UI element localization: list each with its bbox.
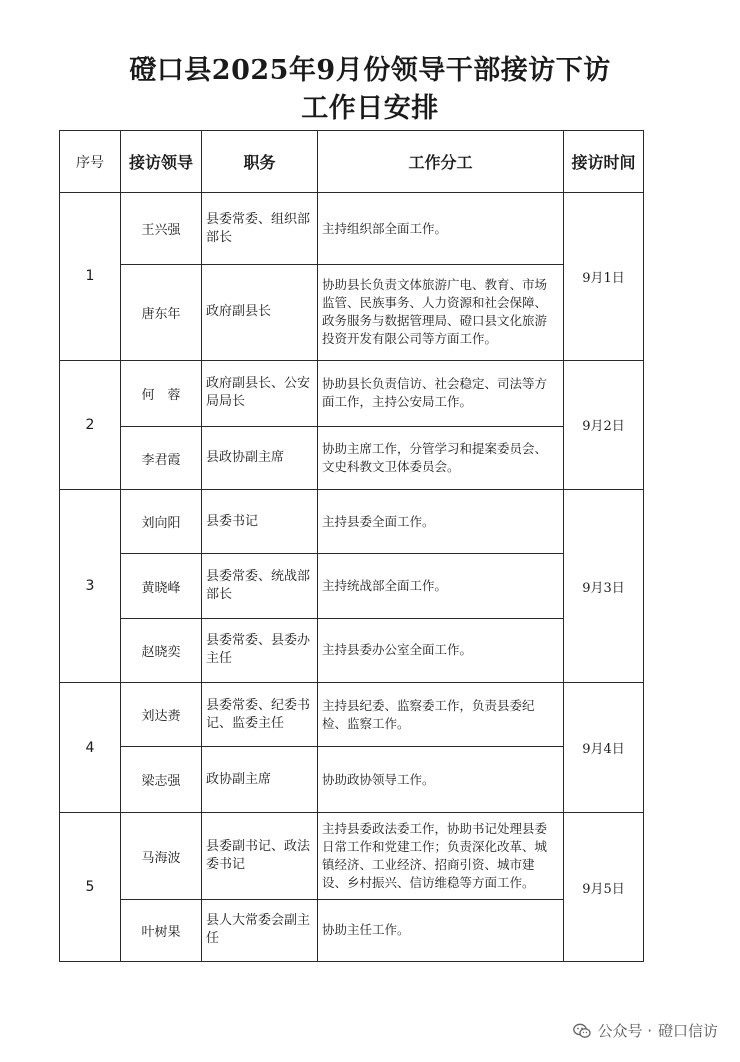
seq-cell: 3 xyxy=(60,490,121,683)
seq-cell: 2 xyxy=(60,360,121,489)
footer-prefix: 公众号 · xyxy=(597,1022,652,1040)
header-leader: 接访领导 xyxy=(121,131,202,193)
leader-name: 叶树果 xyxy=(121,899,202,961)
table-row xyxy=(60,682,644,746)
wechat-account-watermark xyxy=(573,1020,718,1041)
position-cell: 县委常委、组织部部长 xyxy=(202,193,318,265)
position-cell: 政府副县长 xyxy=(202,265,318,360)
header-time: 接访时间 xyxy=(564,131,644,193)
document-title-line2: 工作日安排 xyxy=(301,93,439,124)
duty-cell: 协助主任工作。 xyxy=(318,899,564,961)
table-row xyxy=(60,813,644,899)
schedule-table xyxy=(59,130,644,962)
table-row xyxy=(60,360,644,426)
position-cell: 县委常委、纪委书记、监委主任 xyxy=(202,682,318,746)
leader-name: 刘向阳 xyxy=(121,490,202,554)
table-row xyxy=(60,747,644,813)
leader-name: 何 蓉 xyxy=(121,360,202,426)
leader-name: 李君霞 xyxy=(121,426,202,489)
leader-name: 唐东年 xyxy=(121,265,202,360)
header-position: 职务 xyxy=(202,131,318,193)
duty-cell: 主持统战部全面工作。 xyxy=(318,554,564,618)
seq-cell: 4 xyxy=(60,682,121,813)
date-cell: 9月3日 xyxy=(564,490,644,683)
leader-name: 刘达赉 xyxy=(121,682,202,746)
date-cell: 9月1日 xyxy=(564,193,644,361)
table-row xyxy=(60,618,644,682)
table-row xyxy=(60,265,644,360)
date-cell: 9月4日 xyxy=(564,682,644,813)
duty-cell: 协助主席工作，分管学习和提案委员会、文史科教文卫体委员会。 xyxy=(318,426,564,489)
position-cell: 县委常委、县委办主任 xyxy=(202,618,318,682)
duty-cell: 主持组织部全面工作。 xyxy=(318,193,564,265)
position-cell: 县政协副主席 xyxy=(202,426,318,489)
duty-cell: 协助政协领导工作。 xyxy=(318,747,564,813)
duty-cell: 主持县委政法委工作，协助书记处理县委日常工作和党建工作；负责深化改革、城镇经济、工业经济、招商引资、城市建设、乡村振兴、信访维稳等方面工作。 xyxy=(318,813,564,899)
table-row xyxy=(60,193,644,265)
duty-cell: 主持县委办公室全面工作。 xyxy=(318,618,564,682)
duty-cell: 协助县长负责信访、社会稳定、司法等方面工作，主持公安局工作。 xyxy=(318,360,564,426)
header-row xyxy=(60,131,644,193)
position-cell: 县委书记 xyxy=(202,490,318,554)
leader-name: 黄晓峰 xyxy=(121,554,202,618)
duty-cell: 协助县长负责文体旅游广电、教育、市场监管、民族事务、人力资源和社会保障、政务服务与数据管理局、磴口县文化旅游投资开发有限公司等方面工作。 xyxy=(318,265,564,360)
table-row xyxy=(60,426,644,489)
table-row xyxy=(60,490,644,554)
position-cell: 政协副主席 xyxy=(202,747,318,813)
position-cell: 政府副县长、公安局局长 xyxy=(202,360,318,426)
leader-name: 王兴强 xyxy=(121,193,202,265)
footer-account-name: 磴口信访 xyxy=(657,1022,718,1040)
seq-cell: 1 xyxy=(60,193,121,361)
leader-name: 赵晓奕 xyxy=(121,618,202,682)
table-row xyxy=(60,899,644,961)
leader-name: 马海波 xyxy=(121,813,202,899)
table-row xyxy=(60,554,644,618)
position-cell: 县委常委、统战部部长 xyxy=(202,554,318,618)
position-cell: 县人大常委会副主任 xyxy=(202,899,318,961)
leader-name: 梁志强 xyxy=(121,747,202,813)
header-seq: 序号 xyxy=(60,131,121,193)
duty-cell: 主持县纪委、监察委工作，负责县委纪检、监察工作。 xyxy=(318,682,564,746)
date-cell: 9月2日 xyxy=(564,360,644,489)
date-cell: 9月5日 xyxy=(564,813,644,962)
header-duty: 工作分工 xyxy=(318,131,564,193)
seq-cell: 5 xyxy=(60,813,121,962)
wechat-icon xyxy=(573,1023,591,1039)
duty-cell: 主持县委全面工作。 xyxy=(318,490,564,554)
document-title-line1: 磴口县2025年9月份领导干部接访下访 xyxy=(129,55,611,86)
position-cell: 县委副书记、政法委书记 xyxy=(202,813,318,899)
